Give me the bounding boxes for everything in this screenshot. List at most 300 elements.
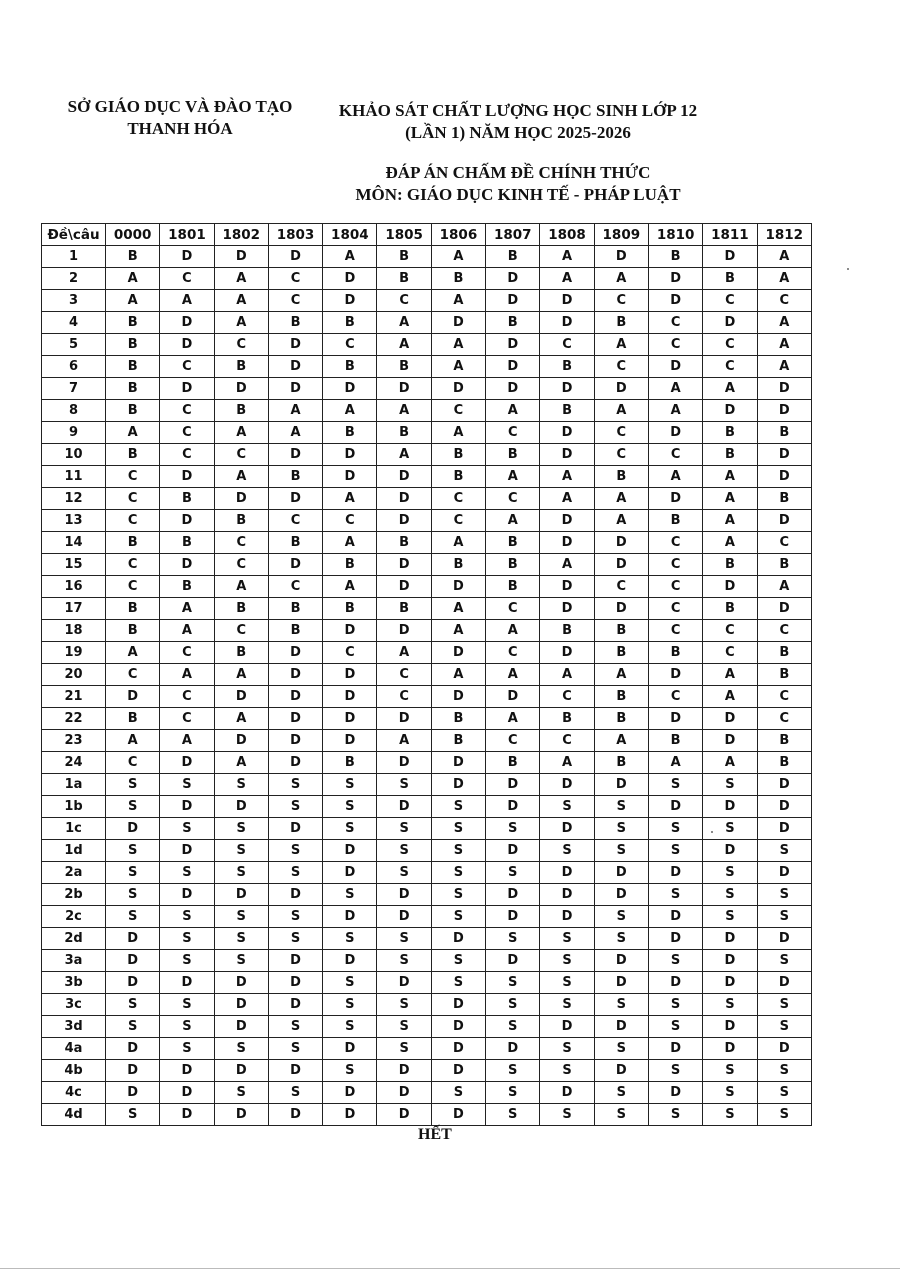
answer-cell: C [106,664,160,686]
answer-cell: B [106,356,160,378]
answer-cell: B [431,708,485,730]
answer-cell: B [486,532,540,554]
answer-cell: D [377,1082,431,1104]
answer-cell: A [160,620,214,642]
question-label-cell: 4d [42,1104,106,1126]
answer-cell: D [323,1104,377,1126]
answer-cell: A [648,400,702,422]
answer-cell: D [160,972,214,994]
page-edge-line [0,1268,900,1269]
answer-cell: S [160,928,214,950]
answer-cell: A [377,312,431,334]
answer-cell: A [540,554,594,576]
table-row [42,400,812,422]
answer-cell: A [106,422,160,444]
answer-cell: S [648,950,702,972]
answer-cell: B [540,708,594,730]
table-row [42,1016,812,1038]
answer-cell: A [594,334,648,356]
answer-cell: D [757,796,811,818]
table-row [42,1082,812,1104]
answer-cell: B [268,598,322,620]
table-row [42,752,812,774]
answer-cell: D [703,796,757,818]
question-label-cell: 2b [42,884,106,906]
answer-cell: C [160,642,214,664]
answer-cell: D [540,906,594,928]
answer-cell: S [160,906,214,928]
answer-cell: B [106,246,160,268]
answer-cell: C [648,686,702,708]
answer-cell: C [377,290,431,312]
answer-cell: S [268,906,322,928]
answer-cell: C [703,356,757,378]
table-row [42,862,812,884]
answer-cell: D [323,290,377,312]
answer-cell: D [431,1016,485,1038]
answer-cell: D [323,708,377,730]
answer-cell: D [268,334,322,356]
answer-cell: D [268,444,322,466]
answer-cell: B [486,554,540,576]
answer-cell: S [323,928,377,950]
answer-cell: D [594,972,648,994]
answer-cell: D [377,1060,431,1082]
answer-cell: D [540,444,594,466]
answer-cell: B [594,312,648,334]
exam-code-header: 1804 [323,224,377,246]
answer-cell: S [648,884,702,906]
answer-cell: D [594,532,648,554]
answer-cell: A [214,466,268,488]
province-name: THANH HÓA [127,119,233,138]
table-row [42,532,812,554]
answer-cell: D [268,664,322,686]
answer-cell: D [540,510,594,532]
answer-cell: D [214,1104,268,1126]
answer-cell: S [757,994,811,1016]
answer-cell: B [106,598,160,620]
answer-cell: S [540,994,594,1016]
answer-cell: D [268,554,322,576]
answer-cell: D [214,796,268,818]
answer-cell: C [323,510,377,532]
answer-cell: A [757,312,811,334]
answer-cell: B [431,730,485,752]
answer-cell: S [268,1038,322,1060]
answer-cell: D [648,1038,702,1060]
answer-cell: D [486,906,540,928]
answer-cell: D [268,686,322,708]
answer-cell: S [214,818,268,840]
answer-cell: C [757,620,811,642]
table-row [42,730,812,752]
answer-cell: D [757,862,811,884]
question-label-cell: 2a [42,862,106,884]
answer-cell: D [214,730,268,752]
answer-cell: D [431,642,485,664]
table-row [42,906,812,928]
answer-cell: A [703,752,757,774]
answer-cell: D [594,884,648,906]
answer-cell: D [648,664,702,686]
answer-cell: C [431,488,485,510]
answer-cell: B [594,708,648,730]
answer-cell: S [757,884,811,906]
answer-cell: D [268,1104,322,1126]
answer-cell: D [648,268,702,290]
answer-cell: C [757,708,811,730]
answer-cell: D [323,686,377,708]
answer-cell: D [703,312,757,334]
answer-cell: A [431,246,485,268]
answer-cell: S [214,928,268,950]
answer-cell: D [160,752,214,774]
answer-cell: S [106,840,160,862]
answer-cell: D [268,818,322,840]
answer-cell: C [106,488,160,510]
answer-cell: D [648,708,702,730]
answer-cell: D [323,444,377,466]
answer-cell: B [757,488,811,510]
question-label-cell: 2 [42,268,106,290]
answer-cell: A [594,664,648,686]
answer-cell: D [540,818,594,840]
answer-cell: D [540,290,594,312]
answer-cell: S [703,862,757,884]
answer-cell: D [160,378,214,400]
answer-cell: D [160,510,214,532]
answer-cell: D [106,1082,160,1104]
answer-cell: D [323,840,377,862]
answer-cell: D [377,576,431,598]
answer-cell: S [540,1060,594,1082]
answer-cell: D [594,774,648,796]
answer-cell: S [703,906,757,928]
answer-cell: S [594,906,648,928]
answer-cell: S [431,818,485,840]
answer-cell: B [757,554,811,576]
answer-cell: S [214,950,268,972]
answer-cell: B [323,598,377,620]
department-header [55,96,305,140]
answer-cell: D [486,686,540,708]
answer-cell: D [431,1038,485,1060]
answer-cell: D [431,576,485,598]
answer-cell: D [323,1082,377,1104]
answer-cell: S [540,796,594,818]
question-label-cell: 8 [42,400,106,422]
answer-cell: B [268,466,322,488]
answer-cell: D [160,246,214,268]
answer-cell: D [377,1104,431,1126]
answer-cell: D [323,664,377,686]
answer-cell: B [757,730,811,752]
answer-cell: D [160,1104,214,1126]
table-row [42,312,812,334]
answer-cell: S [214,906,268,928]
answer-cell: C [268,268,322,290]
answer-cell: B [106,378,160,400]
answer-cell: B [486,444,540,466]
table-row [42,950,812,972]
answer-cell: A [323,576,377,598]
answer-cell: S [757,906,811,928]
answer-cell: B [214,642,268,664]
answer-cell: D [268,642,322,664]
answer-cell: A [431,290,485,312]
answer-cell: C [540,334,594,356]
answer-cell: B [106,334,160,356]
answer-cell: D [757,598,811,620]
table-header-row [42,224,812,246]
answer-cell: S [377,994,431,1016]
answer-cell: S [377,774,431,796]
question-label-cell: 3a [42,950,106,972]
answer-cell: A [757,356,811,378]
question-label-cell: 4 [42,312,106,334]
answer-cell: A [160,290,214,312]
answer-cell: D [323,862,377,884]
answer-cell: D [594,862,648,884]
answer-cell: S [431,972,485,994]
question-label-cell: 1d [42,840,106,862]
answer-cell: D [594,1060,648,1082]
exam-code-header: 1801 [160,224,214,246]
answer-cell: B [486,312,540,334]
answer-cell: B [594,466,648,488]
answer-cell: B [486,752,540,774]
question-label-cell: 19 [42,642,106,664]
answer-cell: S [323,774,377,796]
answer-cell: S [160,862,214,884]
answer-cell: D [377,906,431,928]
answer-cell: D [323,950,377,972]
answer-cell: S [703,1082,757,1104]
question-label-cell: 9 [42,422,106,444]
answer-cell: D [214,994,268,1016]
answer-cell: S [431,862,485,884]
scan-speck [847,268,849,270]
answer-cell: A [377,400,431,422]
answer-cell: S [594,1104,648,1126]
answer-cell: D [106,818,160,840]
answer-cell: S [323,1060,377,1082]
answer-cell: D [540,862,594,884]
answer-cell: C [757,532,811,554]
answer-cell: S [486,818,540,840]
answer-cell: B [540,356,594,378]
answer-cell: A [214,576,268,598]
table-row [42,664,812,686]
answer-cell: S [486,994,540,1016]
answer-cell: C [106,510,160,532]
answer-cell: A [106,730,160,752]
question-label-cell: 24 [42,752,106,774]
answer-cell: S [377,928,431,950]
answer-cell: B [757,642,811,664]
answer-cell: C [214,554,268,576]
answer-cell: A [703,466,757,488]
table-row [42,620,812,642]
answer-key-title: ĐÁP ÁN CHẤM ĐỀ CHÍNH THỨC [385,163,651,182]
answer-cell: S [106,796,160,818]
answer-cell: B [106,400,160,422]
answer-cell: D [268,378,322,400]
answer-cell: S [268,1082,322,1104]
answer-cell: S [703,1104,757,1126]
answer-cell: B [703,268,757,290]
department-name: SỞ GIÁO DỤC VÀ ĐÀO TẠO [67,97,293,116]
answer-cell: A [214,422,268,444]
answer-cell: S [594,1038,648,1060]
exam-code-header: 1809 [594,224,648,246]
answer-cell: A [323,488,377,510]
question-label-cell: 15 [42,554,106,576]
answer-cell: B [540,400,594,422]
answer-cell: A [703,488,757,510]
answer-cell: D [757,774,811,796]
answer-cell: S [377,840,431,862]
answer-cell: S [540,928,594,950]
answer-cell: B [540,620,594,642]
table-row [42,466,812,488]
answer-cell: S [106,1016,160,1038]
table-row [42,1060,812,1082]
answer-cell: A [757,246,811,268]
answer-cell: A [214,664,268,686]
answer-cell: A [106,290,160,312]
answer-cell: A [431,422,485,444]
answer-cell: D [377,620,431,642]
answer-cell: C [486,730,540,752]
answer-cell: S [160,818,214,840]
answer-cell: S [160,1016,214,1038]
answer-cell: S [323,796,377,818]
table-row [42,686,812,708]
answer-cell: S [106,906,160,928]
answer-cell: D [268,246,322,268]
exam-code-header: 1803 [268,224,322,246]
answer-cell: B [377,246,431,268]
table-row [42,356,812,378]
answer-cell: B [106,444,160,466]
answer-cell: D [160,840,214,862]
answer-cell: C [594,290,648,312]
answer-cell: A [703,378,757,400]
answer-cell: D [486,268,540,290]
answer-cell: A [323,532,377,554]
answer-cell: S [757,1060,811,1082]
answer-cell: D [594,598,648,620]
answer-cell: A [757,576,811,598]
answer-cell: S [648,774,702,796]
answer-cell: S [377,818,431,840]
answer-cell: D [214,378,268,400]
answer-cell: S [594,1082,648,1104]
question-label-cell: 21 [42,686,106,708]
answer-cell: D [703,246,757,268]
answer-cell: A [431,532,485,554]
answer-cell: C [648,620,702,642]
answer-cell: A [540,466,594,488]
answer-cell: D [214,884,268,906]
answer-cell: S [594,994,648,1016]
answer-cell: D [268,356,322,378]
answer-cell: A [703,664,757,686]
answer-cell: D [160,554,214,576]
answer-cell: B [703,598,757,620]
answer-cell: D [160,312,214,334]
question-label-cell: 1c [42,818,106,840]
answer-cell: C [486,598,540,620]
answer-cell: D [377,752,431,774]
answer-cell: S [431,840,485,862]
answer-cell: C [106,576,160,598]
answer-cell: C [106,752,160,774]
answer-cell: D [323,466,377,488]
answer-cell: A [703,686,757,708]
question-label-cell: 1 [42,246,106,268]
answer-cell: C [486,642,540,664]
question-label-cell: 3b [42,972,106,994]
answer-cell: S [377,1016,431,1038]
answer-cell: D [540,576,594,598]
answer-cell: D [703,950,757,972]
table-row [42,818,812,840]
answer-cell: A [214,708,268,730]
answer-cell: D [377,708,431,730]
answer-key-table [41,223,812,1126]
answer-cell: D [703,400,757,422]
answer-cell: B [323,356,377,378]
answer-cell: C [323,334,377,356]
answer-cell: D [377,796,431,818]
answer-cell: D [431,312,485,334]
answer-cell: C [160,356,214,378]
answer-cell: S [703,884,757,906]
table-row [42,796,812,818]
question-label-cell: 1b [42,796,106,818]
answer-cell: D [703,840,757,862]
answer-cell: S [160,1038,214,1060]
answer-cell: C [594,576,648,598]
table-row [42,1104,812,1126]
answer-cell: A [648,752,702,774]
answer-cell: C [757,686,811,708]
answer-cell: D [323,620,377,642]
answer-cell: D [431,1104,485,1126]
answer-cell: C [594,444,648,466]
answer-cell: S [323,818,377,840]
answer-cell: C [648,312,702,334]
answer-cell: C [486,488,540,510]
answer-cell: A [648,466,702,488]
table-row [42,642,812,664]
answer-cell: A [486,510,540,532]
answer-cell: S [106,994,160,1016]
question-label-cell: 13 [42,510,106,532]
answer-cell: B [486,246,540,268]
table-row [42,994,812,1016]
answer-cell: A [377,444,431,466]
answer-cell: D [106,1060,160,1082]
answer-cell: C [648,598,702,620]
answer-cell: B [648,642,702,664]
answer-cell: B [377,532,431,554]
answer-cell: C [703,290,757,312]
answer-cell: S [648,1104,702,1126]
